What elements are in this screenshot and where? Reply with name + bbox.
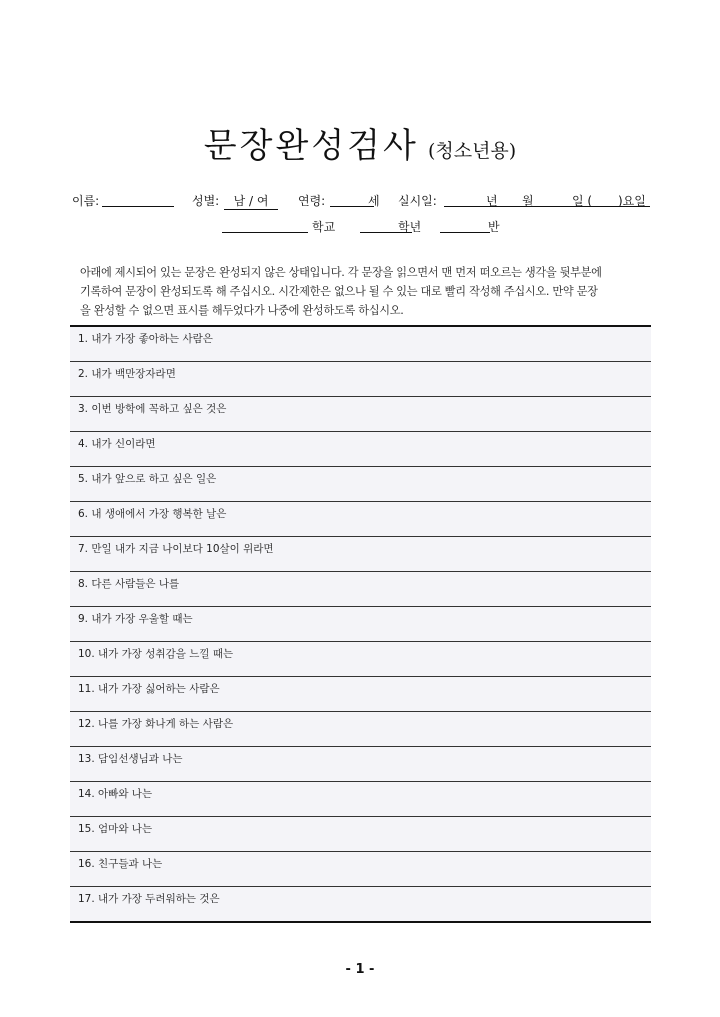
sentence-item[interactable] <box>70 887 651 921</box>
gender-label: 성별: <box>192 194 220 208</box>
sentence-item[interactable] <box>70 537 651 572</box>
sentence-item[interactable] <box>70 852 651 887</box>
sentence-stem: 10. 내가 가장 성취감을 느낄 때는 <box>78 648 234 660</box>
sentence-item[interactable] <box>70 572 651 607</box>
name-label: 이름: <box>72 194 100 208</box>
sentence-stem: 11. 내가 가장 싫어하는 사람은 <box>78 683 220 695</box>
grade-unit: 학년 <box>398 220 422 234</box>
title-sub: (청소년용) <box>427 140 517 162</box>
sentence-stem: 16. 친구들과 나는 <box>78 858 163 870</box>
sentence-stem: 3. 이번 방학에 꼭하고 싶은 것은 <box>78 403 227 415</box>
info-row <box>72 192 652 208</box>
age-label: 연령: <box>298 194 326 208</box>
sentence-item[interactable] <box>70 607 651 642</box>
sentence-stem: 17. 내가 가장 두려워하는 것은 <box>78 893 220 905</box>
sentence-item[interactable] <box>70 782 651 817</box>
school-row <box>72 218 652 234</box>
date-label: 실시일: <box>398 194 437 208</box>
sentence-item[interactable] <box>70 467 651 502</box>
sentence-stem: 1. 내가 가장 좋아하는 사람은 <box>78 333 213 345</box>
sentence-stem: 12. 나를 가장 화나게 하는 사람은 <box>78 718 234 730</box>
instruction-line: 을 완성할 수 없으면 표시를 해두었다가 나중에 완성하도록 하십시오. <box>80 304 404 317</box>
day-unit: 일 ( <box>572 194 593 208</box>
instruction-line: 아래에 제시되어 있는 문장은 완성되지 않은 상태입니다. 각 문장을 읽으면서 맨 먼저 떠오르는 생각을 뒷부분에 <box>80 266 602 279</box>
school-unit: 학교 <box>312 220 336 234</box>
sentence-stem: 15. 엄마와 나는 <box>78 823 153 835</box>
month-unit: 월 <box>522 194 534 208</box>
sentence-item[interactable] <box>70 817 651 852</box>
sentence-stem: 9. 내가 가장 우울할 때는 <box>78 613 193 625</box>
sentence-item[interactable] <box>70 642 651 677</box>
sentence-stem: 14. 아빠와 나는 <box>78 788 153 800</box>
title-main: 문장완성검사 <box>203 126 419 166</box>
sentence-stem: 5. 내가 앞으로 하고 싶은 일은 <box>78 473 217 485</box>
document-title <box>0 118 720 167</box>
sentence-stem: 13. 담임선생님과 나는 <box>78 753 183 765</box>
sentence-stem: 6. 내 생애에서 가장 행복한 날은 <box>78 508 227 520</box>
class-unit: 반 <box>488 220 500 234</box>
sentence-item[interactable] <box>70 327 651 362</box>
year-unit: 년 <box>486 194 498 208</box>
sentence-stem: 2. 내가 백만장자라면 <box>78 368 176 380</box>
instruction-line: 기록하여 문장이 완성되도록 해 주십시오. 시간제한은 없으나 될 수 있는 대로 빨리 작성해 주십시오. 만약 문장 <box>80 285 598 298</box>
weekday-unit: )요일 <box>618 194 646 208</box>
instructions <box>80 263 652 320</box>
sentence-item[interactable] <box>70 677 651 712</box>
sentence-item[interactable] <box>70 712 651 747</box>
sentence-stem: 7. 만일 내가 지금 나이보다 10살이 위라면 <box>78 543 274 555</box>
sentence-item[interactable] <box>70 502 651 537</box>
sentence-item[interactable] <box>70 432 651 467</box>
sentence-item[interactable] <box>70 362 651 397</box>
sentence-stem: 4. 내가 신이라면 <box>78 438 156 450</box>
gender-field[interactable]: 남 / 여 <box>224 192 278 210</box>
sentence-item[interactable] <box>70 747 651 782</box>
page-number: - 1 - <box>345 962 375 977</box>
sentence-list <box>70 325 651 923</box>
sentence-stem: 8. 다른 사람들은 나를 <box>78 578 180 590</box>
age-unit: 세 <box>368 194 380 208</box>
sentence-item[interactable] <box>70 397 651 432</box>
